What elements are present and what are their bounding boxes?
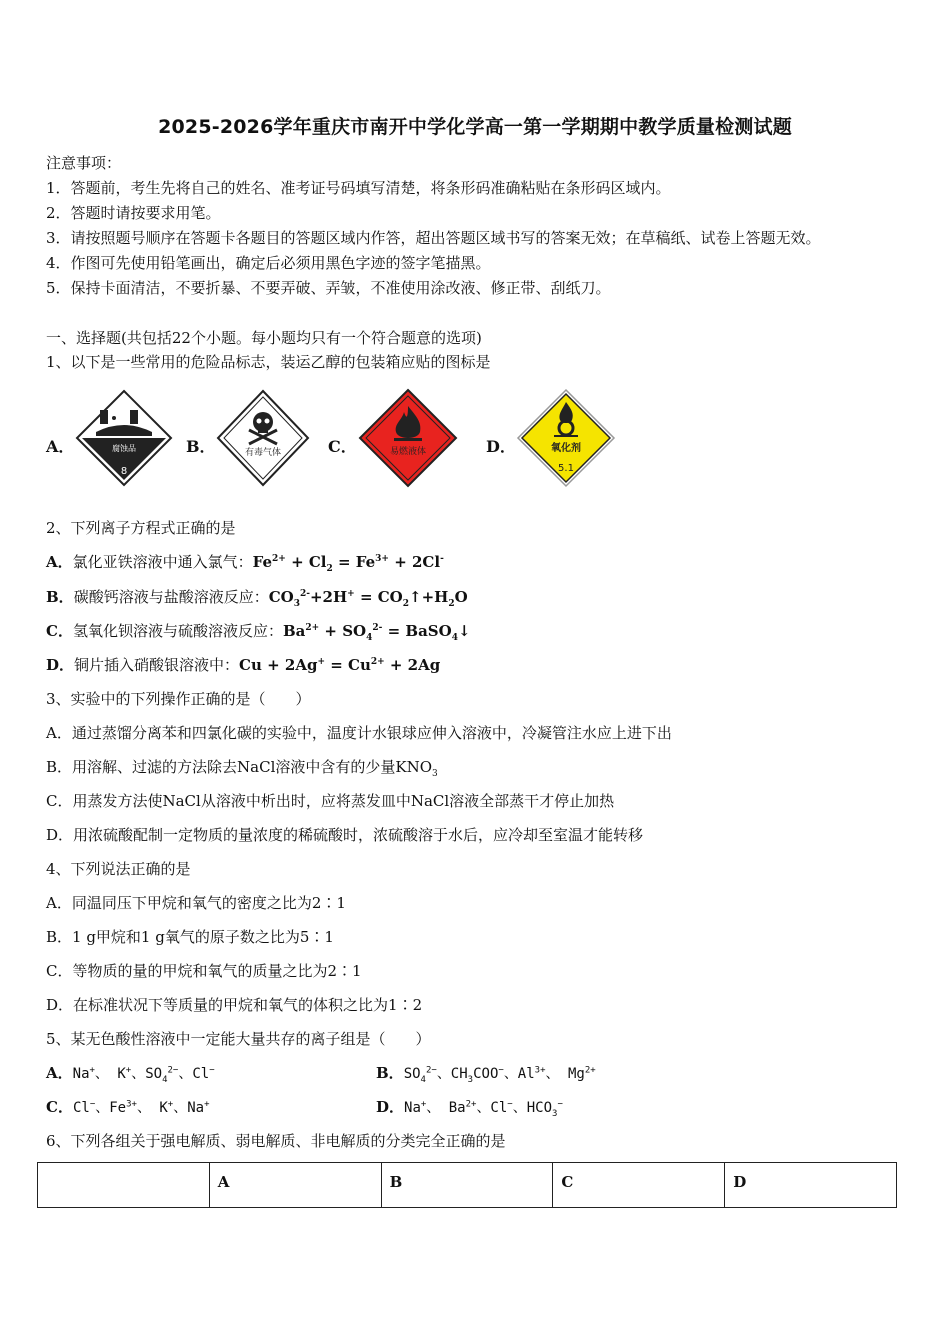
q4-option-c: C．等物质的量的甲烷和氧气的质量之比为2∶1 <box>46 962 362 980</box>
flammable-liquid-sign-text: 易燃液体 <box>389 447 427 457</box>
q1-label-c: C． <box>328 437 357 456</box>
q4-option-b: B．1 g甲烷和1 g氧气的原子数之比为5∶1 <box>46 928 334 946</box>
q4-option-d: D．在标准状况下等质量的甲烷和氧气的体积之比为1∶2 <box>46 996 423 1014</box>
q6-header-empty <box>38 1163 210 1208</box>
q3-b-text: B．用溶解、过滤的方法除去NaCl溶液中含有的少量KNO <box>46 758 432 776</box>
q2-a-equation: $Fe^{2+} + Cl_2 = Fe^{3+} + 2Cl^-$ <box>252 553 444 574</box>
q3-option-c: C．用蒸发方法使NaCl从溶液中析出时，应将蒸发皿中NaCl溶液全部蒸干才停止加热 <box>46 792 615 810</box>
q6-header-a: A <box>209 1163 381 1208</box>
oxidizer-sign-number: 5.1 <box>558 463 574 474</box>
q5-c-label: C． <box>46 1098 73 1116</box>
q3-option-d: D．用浓硫酸配制一定物质的量浓度的稀硫酸时，浓硫酸溶于水后，应冷却至室温才能转移 <box>46 826 644 844</box>
q5-b-label: B． <box>376 1064 404 1082</box>
q3-option-b: B．用溶解、过滤的方法除去NaCl溶液中含有的少量$KNO_3$ <box>46 758 438 779</box>
q2-d-label: D． <box>46 656 75 674</box>
q2-c-text: 氢氧化钡溶液与硫酸溶液反应： <box>72 622 283 640</box>
q5-d-label: D． <box>376 1098 405 1116</box>
q4-stem: 4、下列说法正确的是 <box>46 860 191 878</box>
q5-option-a <box>46 1063 215 1084</box>
q5-a-label: A． <box>46 1064 73 1082</box>
page-title: 2025-2026学年重庆市南开中学化学高一第一学期期中教学质量检测试题 <box>158 116 792 138</box>
q1-label-b: B． <box>186 437 216 456</box>
corrosive-sign-text: 腐蚀品 <box>112 444 136 453</box>
q2-option-c <box>46 621 471 641</box>
toxic-gas-sign-icon <box>215 388 311 488</box>
q5-option-d <box>376 1097 563 1118</box>
q5-b-ions: $SO_4^{2-}$、$CH_3COO^-$、$Al^{3+}$、 $Mg^{2+}$ <box>403 1065 596 1085</box>
corrosive-sign-icon <box>74 388 174 488</box>
q1-stem: 1、以下是一些常用的危险品标志，装运乙醇的包装箱应贴的图标是 <box>46 353 491 371</box>
flammable-liquid-sign-icon <box>358 388 458 488</box>
notice-item-3: 3．请按照题号顺序在答题卡各题目的答题区域内作答，超出答题区域书写的答案无效；在草稿纸、试卷上答题无效。 <box>46 229 821 247</box>
q2-option-a <box>46 552 444 572</box>
q1-label-a: A． <box>46 437 75 456</box>
q6-stem: 6、下列各组关于强电解质、弱电解质、非电解质的分类完全正确的是 <box>46 1132 506 1150</box>
table-row <box>38 1163 897 1208</box>
q3-option-a: A．通过蒸馏分离苯和四氯化碳的实验中，温度计水银球应伸入溶液中，冷凝管注水应上进下出 <box>46 724 672 742</box>
q1-label-d: D． <box>486 437 516 456</box>
oxidizer-sign-icon <box>516 388 616 488</box>
q2-b-equation: $CO_3^{2-}+2H^+$ = $CO_2↑+H_2O$ <box>268 588 468 609</box>
q2-stem: 2、下列离子方程式正确的是 <box>46 519 236 537</box>
q3-stem: 3、实验中的下列操作正确的是（ ） <box>46 690 311 708</box>
q6-header-d: D <box>725 1163 897 1208</box>
q2-c-equation: $Ba^{2+} + SO_4^{2-}$ = BaSO$_4$↓ <box>282 622 471 643</box>
q5-option-c <box>46 1097 210 1118</box>
notice-item-2: 2．答题时请按要求用笔。 <box>46 204 221 222</box>
q5-d-ions: Na+、 $Ba^{2+}$、Cl−、$HCO_3^-$ <box>404 1099 563 1119</box>
q5-c-ions: Cl−、$Fe^{3+}$、 K+、Na+ <box>72 1099 210 1116</box>
q6-header-b: B <box>381 1163 553 1208</box>
toxic-gas-sign-text: 有毒气体 <box>244 448 282 458</box>
notice-item-1: 1．答题前，考生先将自己的姓名、准考证号码填写清楚，将条形码准确粘贴在条形码区域内。 <box>46 179 671 197</box>
q5-stem: 5、某无色酸性溶液中一定能大量共存的离子组是（ ） <box>46 1030 431 1048</box>
notice-item-5: 5．保持卡面清洁，不要折暴、不要弄破、弄皱，不准使用涂改液、修正带、刮纸刀。 <box>46 279 611 297</box>
section-heading: 一、选择题(共包括22个小题。每小题均只有一个符合题意的选项) <box>46 329 482 347</box>
q2-option-d <box>46 655 440 675</box>
q2-b-label: B． <box>46 588 74 606</box>
q5-option-b <box>376 1063 596 1084</box>
q4-option-a: A．同温同压下甲烷和氧气的密度之比为2∶1 <box>46 894 346 912</box>
q2-a-text: 氯化亚铁溶液中通入氯气： <box>72 553 253 571</box>
q6-header-c: C <box>553 1163 725 1208</box>
q2-a-label: A． <box>46 553 73 571</box>
q2-b-text: 碳酸钙溶液与盐酸溶液反应： <box>73 588 269 606</box>
notice-item-4: 4．作图可先使用铅笔画出，确定后必须用黑色字迹的签字笔描黑。 <box>46 254 491 272</box>
q2-c-label: C． <box>46 622 73 640</box>
q2-d-equation: $Cu + 2Ag^+ = Cu^{2+} + 2Ag$ <box>239 656 441 674</box>
q6-table <box>37 1162 897 1208</box>
q2-option-b <box>46 587 468 607</box>
oxidizer-sign-text: 氧化剂 <box>551 443 581 454</box>
q2-d-text: 铜片插入硝酸银溶液中： <box>74 656 240 674</box>
corrosive-sign-number: 8 <box>120 466 128 477</box>
notice-heading: 注意事项： <box>46 154 122 172</box>
q5-a-ions: Na+、 K+、$SO_4^{2-}$、Cl− <box>72 1065 215 1085</box>
